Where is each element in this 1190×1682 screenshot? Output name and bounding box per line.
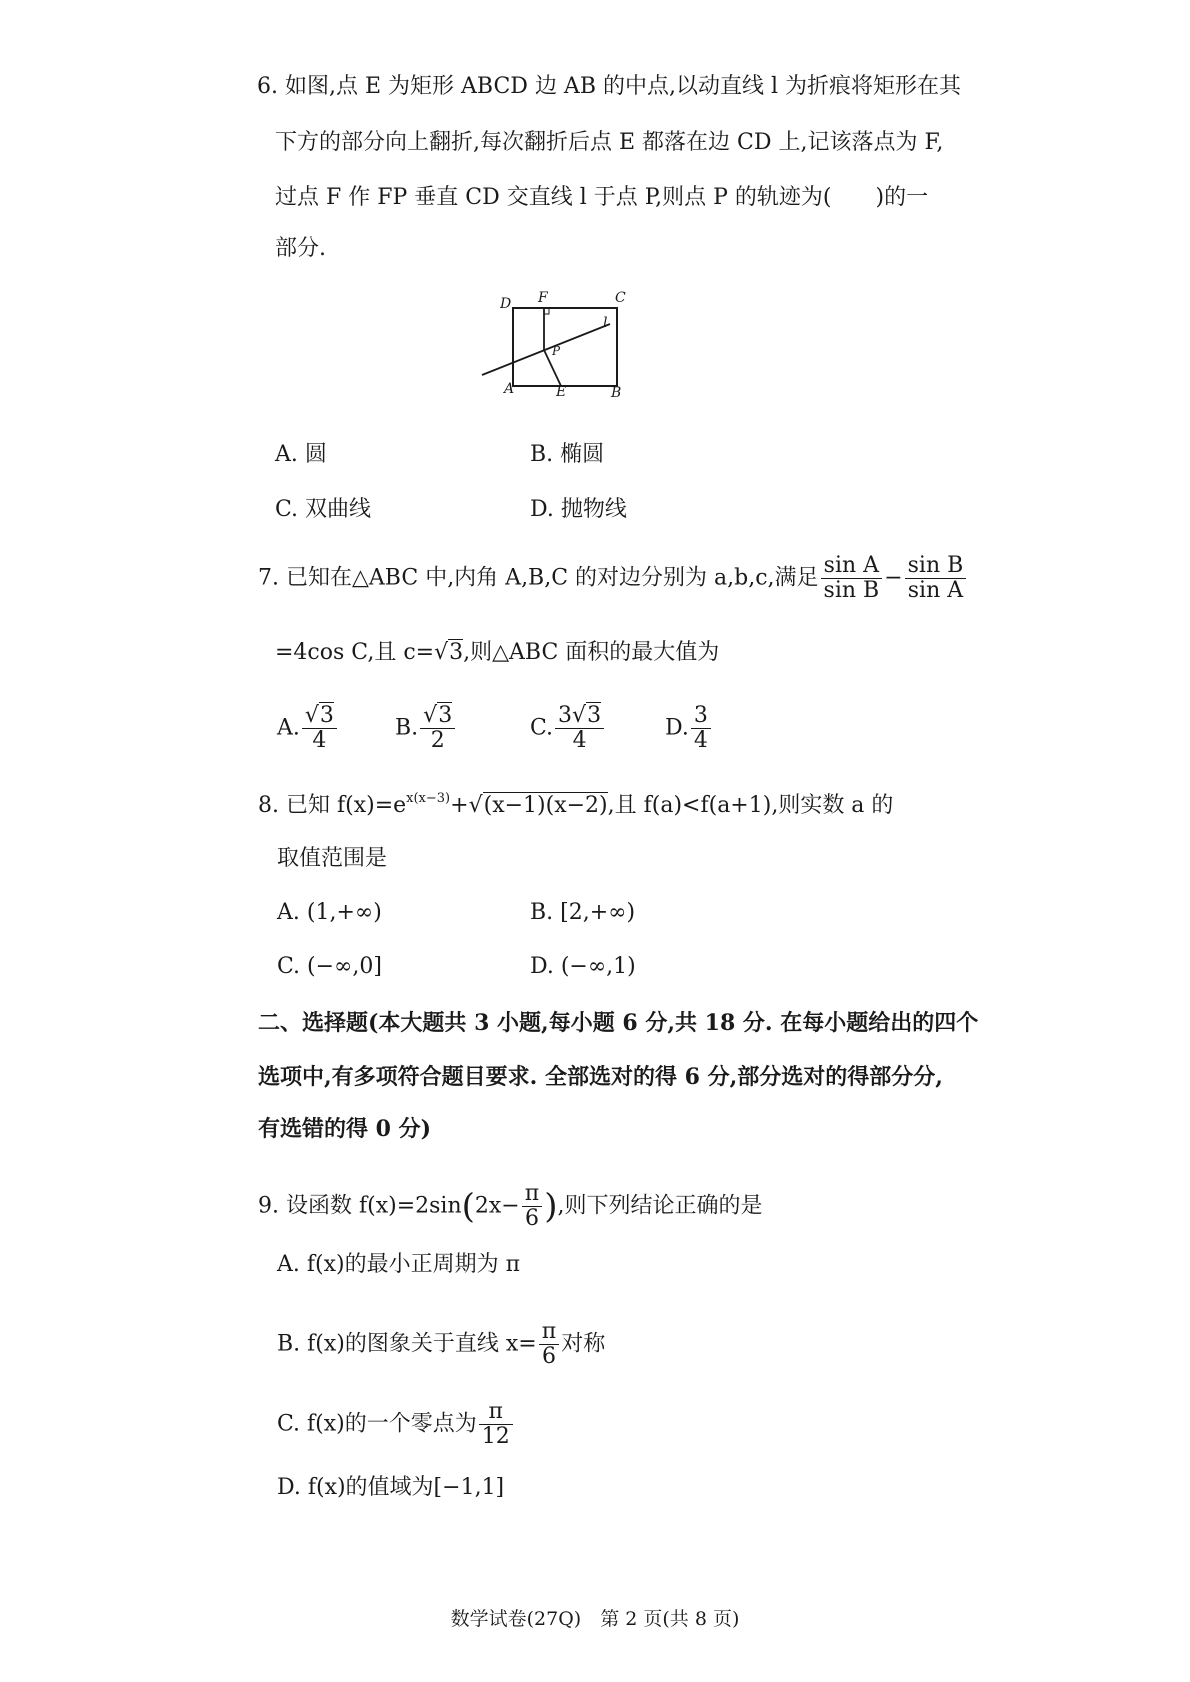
q8-option-c: C. (−∞,0] — [277, 954, 382, 979]
option-text: C. f(x)的一个零点为 — [277, 1411, 477, 1437]
label-l: l — [603, 315, 608, 331]
q9-stem — [258, 1182, 762, 1231]
coefficient: 3 — [558, 703, 573, 728]
frac-denominator: 2 — [430, 728, 445, 754]
sqrt-3: 3 — [449, 640, 464, 665]
section2-heading-line1: 二、选择题(本大题共 3 小题,每小题 6 分,共 18 分. 在每小题给出的四个 — [258, 1010, 979, 1036]
q8-option-b: B. [2,+∞) — [530, 900, 636, 925]
label-a: A — [504, 381, 515, 397]
frac-numerator: π — [522, 1182, 542, 1207]
label-f: F — [538, 290, 548, 306]
paren-right: ) — [544, 1186, 558, 1227]
q6-stem-line4: 部分. — [275, 236, 326, 261]
q8-function-def: 8. 已知 f(x)=e — [258, 793, 407, 818]
fraction-pi-over-6 — [539, 1320, 559, 1369]
q8-stem-line2: 取值范围是 — [277, 846, 388, 871]
label-d: D — [500, 296, 512, 312]
option-label: C. — [530, 715, 554, 741]
rectangle-abcd — [513, 308, 617, 386]
q6-option-a: A. 圆 — [275, 442, 327, 467]
q7-option-d — [665, 704, 713, 753]
label-c: C — [615, 290, 626, 306]
option-label: A. — [277, 715, 300, 741]
q6-stem-line2: 下方的部分向上翻折,每次翻折后点 E 都落在边 CD 上,记该落点为 F, — [275, 130, 944, 155]
fold-line-l — [482, 324, 610, 375]
frac-denominator: 4 — [693, 728, 708, 754]
frac-numerator: sin A — [821, 554, 883, 579]
frac-denominator: sin A — [907, 578, 964, 604]
fraction-sqrt3-over-2 — [420, 704, 455, 753]
label-b: B — [611, 385, 622, 401]
q9-option-a: A. f(x)的最小正周期为 π — [277, 1252, 521, 1277]
q6-stem-line1: 6. 如图,点 E 为矩形 ABCD 边 AB 的中点,以动直线 l 为折痕将矩形在其 — [257, 74, 962, 99]
section2-heading-line3: 有选错的得 0 分) — [258, 1116, 432, 1142]
frac-numerator: sin B — [905, 554, 967, 579]
frac-numerator: √3 — [420, 704, 455, 729]
frac-denominator: 4 — [312, 728, 327, 754]
sqrt-value: 3 — [587, 703, 602, 728]
fraction-pi-over-12 — [479, 1400, 513, 1449]
sqrt-value: 3 — [438, 703, 453, 728]
frac-denominator: 6 — [541, 1344, 556, 1370]
q7-stem-line2: =4cos C,且 c=√3,则△ABC 面积的最大值为 — [275, 640, 720, 665]
frac-denominator: sin B — [823, 578, 880, 604]
q9-question-text: ,则下列结论正确的是 — [557, 1193, 763, 1219]
option-label: B. — [395, 715, 419, 741]
q8-option-d: D. (−∞,1) — [530, 954, 636, 979]
q7-option-c — [530, 704, 606, 753]
frac-numerator: 3√3 — [555, 704, 604, 729]
q8-stem-line1: 8. 已知 $f(x)=e^{x(x-3)}+√(x-1)(x-2)$,且 f(a)<f(a+1),则实数 a 的 — [258, 791, 894, 818]
inner-argument: 2x− — [474, 1193, 520, 1219]
q9-option-b — [277, 1320, 605, 1369]
q7-question-text: ,则△ABC 面积的最大值为 — [463, 640, 720, 665]
fraction-sinB-over-sinA — [905, 554, 967, 603]
label-p: P — [552, 344, 561, 358]
q7-prefix: 7. 已知在△ABC 中,内角 A,B,C 的对边分别为 a,b,c,满足 — [258, 565, 819, 591]
q9-function-def: 9. 设函数 f(x)=2sin — [258, 1193, 462, 1219]
q9-option-d: D. f(x)的值域为[−1,1] — [277, 1475, 505, 1500]
option-label: D. — [665, 715, 689, 741]
fraction-sinA-over-sinB — [821, 554, 883, 603]
page-footer: 数学试卷(27Q) 第 2 页(共 8 页) — [450, 1608, 740, 1630]
q7-stem-line1 — [258, 554, 968, 603]
plus-sign: + — [450, 793, 469, 818]
fraction-sqrt3-over-4 — [302, 704, 337, 753]
fraction-3sqrt3-over-4 — [555, 704, 604, 753]
exponent: x(x−3) — [406, 791, 451, 806]
q6-option-c: C. 双曲线 — [275, 497, 372, 522]
sqrt-radicand: (x−1)(x−2) — [483, 793, 608, 818]
q8-option-a: A. (1,+∞) — [277, 900, 382, 925]
q7-option-b — [395, 704, 457, 753]
q6-option-b: B. 椭圆 — [530, 442, 605, 467]
sqrt-value: 3 — [319, 703, 334, 728]
minus-sign: − — [884, 565, 903, 591]
label-e: E — [556, 384, 567, 400]
frac-numerator: 3 — [691, 704, 711, 729]
q6-stem-line3: 过点 F 作 FP 垂直 CD 交直线 l 于点 P,则点 P 的轨迹为( )的一 — [275, 185, 929, 210]
fraction-pi-over-6 — [522, 1182, 542, 1231]
q7-option-a — [277, 704, 339, 753]
frac-denominator: 6 — [524, 1206, 539, 1232]
q7-condition-text: =4cos C,且 c= — [275, 640, 435, 665]
section2-heading-line2: 选项中,有多项符合题目要求. 全部选对的得 6 分,部分选对的得部分分, — [258, 1064, 943, 1090]
option-text: B. f(x)的图象关于直线 x= — [277, 1331, 537, 1357]
folding-rectangle-diagram — [500, 290, 680, 430]
option-text-end: 对称 — [561, 1331, 606, 1357]
frac-denominator: 4 — [572, 728, 587, 754]
frac-denominator: 12 — [481, 1424, 510, 1450]
frac-numerator: π — [479, 1400, 513, 1425]
paren-left: ( — [461, 1186, 475, 1227]
q8-condition: ,且 f(a)<f(a+1),则实数 a 的 — [607, 793, 894, 818]
fraction-3-over-4 — [691, 704, 711, 753]
frac-numerator: π — [539, 1320, 559, 1345]
q9-option-c — [277, 1400, 515, 1449]
frac-numerator: √3 — [302, 704, 337, 729]
q6-option-d: D. 抛物线 — [530, 497, 627, 522]
